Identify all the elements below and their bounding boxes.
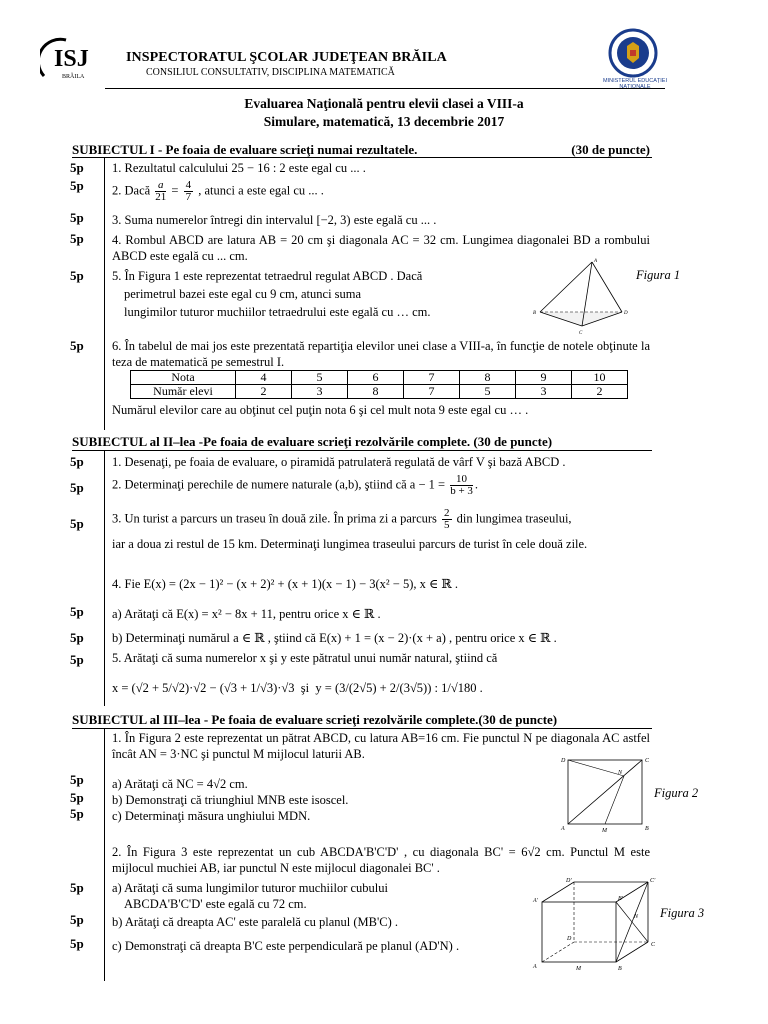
s2-q3-lead: 3. Un turist a parcurs un traseu în două zile. În prima zi a parcurs — [112, 511, 437, 526]
s1-q5-line1: 5. În Figura 1 este reprezentat tetraedrul regulat ABCD . Dacă — [112, 269, 423, 283]
isj-logo — [40, 36, 102, 84]
s1-q2-lead: 2. Dacă — [112, 183, 151, 198]
margin-line — [104, 451, 105, 706]
s2-q3-line2: iar a doua zi restul de 15 km. Determinaţi lungimea traseului parcurs de turist în cele două zile. — [112, 537, 588, 551]
s2-q2: 2. Determinaţi perechile de numere naturale (a,b), ştiind că a − 1 = $\frac{10}{b + 3}$ . — [112, 473, 479, 497]
svg-text:M: M — [576, 966, 581, 970]
s1-q6: 6. În tabelul de mai jos este prezentată repartiţia elevilor unei clase a VIII-a, în funcţie de notele obţinute la teza de matematică pe semestrul I. — [112, 339, 650, 369]
points-label: 5p — [70, 454, 84, 469]
table-row — [131, 385, 628, 399]
fraction — [450, 474, 473, 497]
subject-2-title: SUBIECTUL al II–lea -Pe foaia de evaluare scrieţi rezolvările complete. (30 de puncte) — [72, 434, 553, 449]
svg-text:D': D' — [566, 878, 572, 884]
svg-text:B: B — [645, 826, 649, 832]
s2-q1: 1. Desenaţi, pe foaia de evaluare, o piramidă patrulateră regulată de vârf V şi bază ABCD . — [112, 455, 566, 469]
svg-text:D: D — [567, 936, 572, 942]
numerator: 10 — [450, 474, 473, 486]
s1-q6-question: Numărul elevilor care au obţinut cel puţin nota 6 şi cel mult nota 9 este egal cu … . — [112, 403, 529, 417]
svg-text:A: A — [533, 964, 537, 970]
table-cell: 5 — [460, 385, 516, 399]
figure-3-caption: Figura 3 — [660, 906, 705, 920]
figure-2-square — [558, 754, 654, 838]
s3-q2b: b) Arătaţi că dreapta AC' este paralelă cu planul (MB'C) . — [112, 915, 398, 929]
fraction: $\frac{4}{7}$ — [185, 179, 192, 203]
s1-q5-line3: lungimilor tuturor muchiilor tetraedrului este egală cu … cm. — [124, 305, 431, 319]
figure-3-cube — [530, 874, 660, 974]
s3-q1a: a) Arătaţi că NC = 4√2 cm. — [112, 777, 248, 791]
s1-q3: 3. Suma numerelor întregi din intervalul [−2, 3) este egală cu ... . — [112, 213, 437, 227]
s3-q2c: c) Demonstraţi că dreapta B'C este perpendiculară pe planul (AD'N) . — [112, 939, 460, 953]
table-cell: 9 — [516, 371, 572, 385]
points-label: 5p — [70, 160, 84, 175]
logo-text: ISJ — [54, 46, 89, 72]
s2-q5-y: y = (3/(2√5) + 2/(3√5)) : 1/√180 . — [315, 681, 483, 695]
s2-q4: 4. Fie E(x) = (2x − 1)² − (x + 2)² + (x + 1)(x − 1) − 3(x² − 5), x ∈ ℝ . — [112, 577, 459, 591]
svg-text:A: A — [594, 259, 598, 264]
s2-q5-x: x = (√2 + 5/√2)·√2 − (√3 + 1/√3)·√3 — [112, 681, 295, 695]
svg-text:C': C' — [650, 878, 656, 884]
fraction: $\frac{a}{21}$ — [155, 179, 167, 203]
figure-1-tetrahedron — [530, 256, 630, 340]
s2-q3-line1 — [112, 508, 650, 531]
header-divider — [105, 88, 665, 89]
points-label: 5p — [70, 516, 84, 531]
divider — [72, 728, 652, 729]
s2-q5-line2 — [112, 680, 650, 696]
points-label: 5p — [70, 231, 84, 246]
table-cell: 7 — [404, 385, 460, 399]
points-label: 5p — [70, 936, 84, 951]
grades-table — [130, 370, 628, 399]
margin-line — [104, 729, 105, 981]
s3-q2a-line2: ABCDA'B'C'D' este egală cu 72 cm. — [124, 897, 307, 911]
s2-q2-lead: 2. Determinaţi perechile de numere naturale (a,b), ştiind că a − 1 = — [112, 477, 446, 492]
points-label: 5p — [70, 178, 84, 193]
inspectorate-subtitle: CONSILIUL CONSULTATIV, DISCIPLINA MATEMATICĂ — [146, 67, 395, 78]
s3-q1c: c) Determinaţi măsura unghiului MDN. — [112, 809, 311, 823]
table-header-cell: Nota — [131, 371, 236, 385]
table-cell: 4 — [236, 371, 292, 385]
svg-text:D: D — [624, 311, 628, 316]
subject-1-heading: SUBIECTUL I - Pe foaia de evaluare scrieţi numai rezultatele. — [72, 142, 418, 157]
table-cell: 10 — [572, 371, 628, 385]
svg-text:N: N — [618, 770, 623, 776]
table-cell: 7 — [404, 371, 460, 385]
table-cell: 3 — [516, 385, 572, 399]
s3-q2: 2. În Figura 3 este reprezentat un cub ABCDA'B'C'D' , cu diagonala BC' = 6√2 cm. Punctul M este mijlocul muchiei AB, iar punctul N este mijlocul diagonalei BC' . — [112, 845, 650, 875]
svg-text:C: C — [645, 758, 650, 764]
s2-q5-line1: 5. Arătaţi că suma numerelor x şi y este pătratul unui număr natural, ştiind că — [112, 651, 498, 665]
divider — [72, 450, 652, 451]
svg-text:C: C — [579, 331, 583, 336]
table-cell: 3 — [292, 385, 348, 399]
points-label: 5p — [70, 268, 84, 283]
s2-q4a: a) Arătaţi că E(x) = x² − 8x + 11, pentru orice x ∈ ℝ . — [112, 607, 381, 621]
table-cell: 8 — [460, 371, 516, 385]
ministry-label: MINISTERUL EDUCAȚIEI NAȚIONALE — [603, 78, 667, 90]
svg-text:D: D — [561, 758, 566, 764]
points-label: 5p — [70, 806, 84, 821]
s2-q3-tail: din lungimea traseului, — [456, 511, 572, 526]
s1-q4: 4. Rombul ABCD are latura AB = 20 cm şi diagonala AC = 32 cm. Lungimea diagonalei BD a rombului ABCD este egală cu ... cm. — [112, 233, 650, 263]
svg-text:B': B' — [618, 896, 623, 902]
points-label: 5p — [70, 652, 84, 667]
points-label: 5p — [70, 790, 84, 805]
svg-text:A': A' — [533, 898, 538, 904]
fraction — [442, 508, 452, 531]
svg-text:B: B — [533, 311, 537, 316]
points-label: 5p — [70, 772, 84, 787]
subject-1-points: (30 de puncte) — [571, 142, 650, 157]
figure-2-caption: Figura 2 — [654, 786, 699, 800]
s3-q1: 1. În Figura 2 este reprezentat un pătrat ABCD, cu latura AB=16 cm. Fie punctul N pe diagonala AC astfel încât AN = 3·NC şi punctul M mijlocul laturii AB. — [112, 731, 650, 761]
exam-title: Evaluarea Naţională pentru elevii clasei a VIII-a — [244, 96, 524, 111]
svg-text:A: A — [561, 826, 565, 832]
svg-text:N: N — [634, 914, 639, 920]
s3-q2a-line1: a) Arătaţi că suma lungimilor tuturor muchiilor cubului — [112, 881, 388, 895]
s3-q1b: b) Demonstraţi că triunghiul MNB este isoscel. — [112, 793, 349, 807]
s2-q4b: b) Determinaţi numărul a ∈ ℝ , ştiind că E(x) + 1 = (x − 2)·(x + a) , pentru orice x ∈ ℝ . — [112, 631, 557, 645]
denominator: 5 — [444, 519, 450, 531]
subject-3-title: SUBIECTUL al III–lea - Pe foaia de evaluare scrieţi rezolvările complete.(30 de puncte) — [72, 712, 558, 727]
points-label: 5p — [70, 210, 84, 225]
s1-q2-tail: , atunci a este egal cu ... . — [198, 183, 324, 198]
svg-text:C: C — [651, 942, 656, 948]
figure-1-caption: Figura 1 — [636, 268, 681, 282]
table-cell: 2 — [236, 385, 292, 399]
s2-q5-and: şi — [300, 681, 310, 695]
points-label: 5p — [70, 604, 84, 619]
inspectorate-title: INSPECTORATUL ŞCOLAR JUDEŢEAN BRĂILA — [126, 50, 447, 65]
table-row — [131, 371, 628, 385]
government-crest-icon — [608, 28, 658, 78]
s1-q1: 1. Rezultatul calculului 25 − 16 : 2 este egal cu ... . — [112, 161, 366, 175]
margin-line — [104, 158, 105, 430]
points-label: 5p — [70, 338, 84, 353]
denominator: b + 3 — [450, 485, 473, 497]
subject-1-title — [72, 142, 650, 158]
table-cell: 2 — [572, 385, 628, 399]
exam-subtitle: Simulare, matematică, 13 decembrie 2017 — [263, 114, 505, 129]
numerator: 2 — [444, 507, 450, 519]
s1-q5-line2: perimetrul bazei este egal cu 9 cm, atunci suma — [124, 287, 362, 301]
logo-subtext: BRĂILA — [62, 74, 85, 80]
divider — [72, 157, 652, 158]
table-header-cell: Număr elevi — [131, 385, 236, 399]
points-label: 5p — [70, 880, 84, 895]
table-cell: 6 — [348, 371, 404, 385]
points-label: 5p — [70, 630, 84, 645]
points-label: 5p — [70, 480, 84, 495]
table-cell: 5 — [292, 371, 348, 385]
table-cell: 8 — [348, 385, 404, 399]
points-label: 5p — [70, 912, 84, 927]
svg-text:M: M — [602, 828, 607, 834]
s1-q2: 2. Dacă $\frac{a}{21}$ = $\frac{4}{7}$ , atunci a este egal cu ... . — [112, 179, 324, 203]
svg-text:B: B — [618, 966, 622, 970]
